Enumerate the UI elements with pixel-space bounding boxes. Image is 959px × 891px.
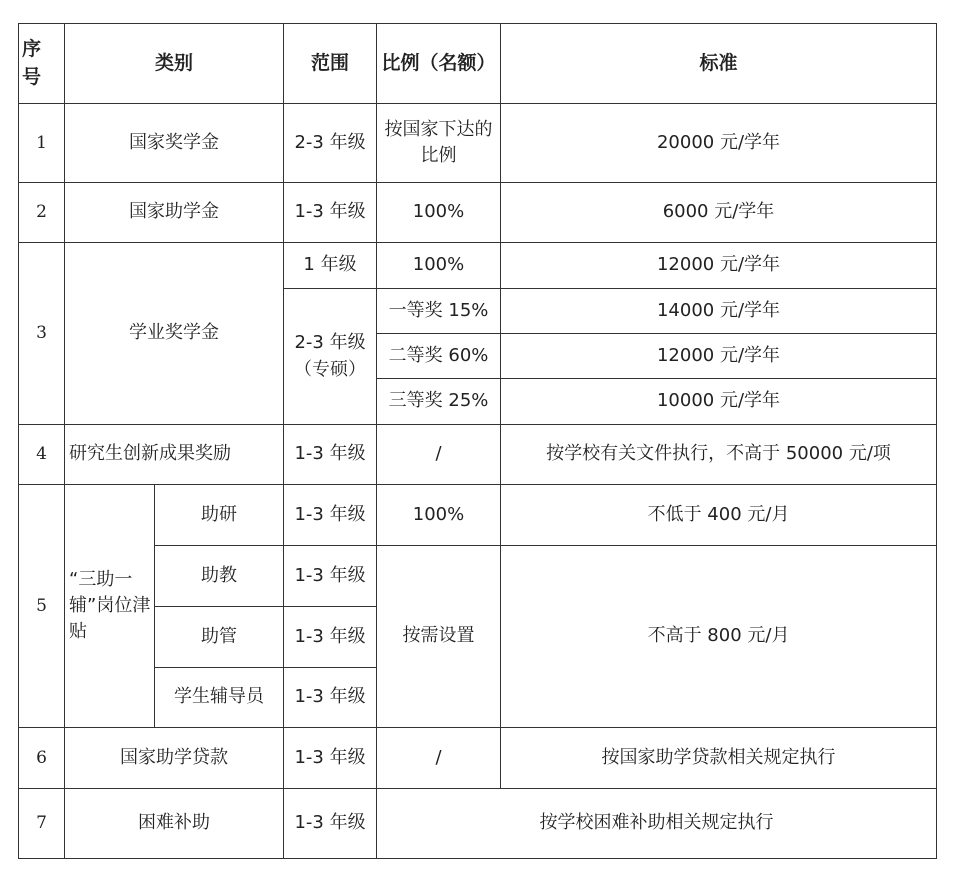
header-scope: 范围	[284, 24, 377, 104]
table-row	[19, 546, 937, 607]
standard-cell: 不高于 800 元/月	[501, 546, 937, 728]
seq-cell: 6	[19, 728, 65, 789]
scope-cell: 1-3 年级	[284, 607, 377, 668]
scope-cell: 1-3 年级	[284, 425, 377, 485]
category-cell: 困难补助	[65, 789, 284, 859]
scope-cell: 2-3 年级（专硕）	[284, 289, 377, 425]
ratio-cell: 100%	[377, 485, 501, 546]
ratio-cell: /	[377, 728, 501, 789]
scope-cell: 1-3 年级	[284, 546, 377, 607]
scope-cell: 1-3 年级	[284, 728, 377, 789]
seq-cell: 2	[19, 183, 65, 243]
scope-cell: 1-3 年级	[284, 183, 377, 243]
standard-cell: 按学校困难补助相关规定执行	[377, 789, 937, 859]
header-seq: 序 号	[19, 24, 65, 104]
standard-cell: 12000 元/学年	[501, 334, 937, 379]
standard-cell: 按学校有关文件执行，不高于 50000 元/项	[501, 425, 937, 485]
role-cell: 学生辅导员	[155, 668, 284, 728]
category-cell: “三助一辅”岗位津贴	[65, 485, 155, 728]
scope-cell: 1-3 年级	[284, 668, 377, 728]
funding-table	[18, 23, 937, 859]
ratio-cell: /	[377, 425, 501, 485]
scope-cell: 2-3 年级	[284, 104, 377, 183]
header-standard: 标准	[501, 24, 937, 104]
standard-cell: 10000 元/学年	[501, 379, 937, 425]
table-row	[19, 243, 937, 289]
scope-cell: 1-3 年级	[284, 485, 377, 546]
table-row	[19, 183, 937, 243]
scope-cell: 1 年级	[284, 243, 377, 289]
role-cell: 助管	[155, 607, 284, 668]
standard-cell: 6000 元/学年	[501, 183, 937, 243]
table-row	[19, 485, 937, 546]
seq-cell: 1	[19, 104, 65, 183]
role-cell: 助教	[155, 546, 284, 607]
seq-cell: 3	[19, 243, 65, 425]
table-row	[19, 104, 937, 183]
standard-cell: 14000 元/学年	[501, 289, 937, 334]
role-cell: 助研	[155, 485, 284, 546]
seq-cell: 4	[19, 425, 65, 485]
standard-cell: 12000 元/学年	[501, 243, 937, 289]
standard-cell: 20000 元/学年	[501, 104, 937, 183]
category-cell: 学业奖学金	[65, 243, 284, 425]
ratio-cell: 按国家下达的比例	[377, 104, 501, 183]
standard-cell: 不低于 400 元/月	[501, 485, 937, 546]
seq-cell: 5	[19, 485, 65, 728]
scope-cell: 1-3 年级	[284, 789, 377, 859]
ratio-cell: 三等奖 25%	[377, 379, 501, 425]
category-cell: 国家助学贷款	[65, 728, 284, 789]
standard-cell: 按国家助学贷款相关规定执行	[501, 728, 937, 789]
ratio-cell: 100%	[377, 183, 501, 243]
ratio-cell: 按需设置	[377, 546, 501, 728]
header-ratio: 比例（名额）	[377, 24, 501, 104]
category-cell: 研究生创新成果奖励	[65, 425, 284, 485]
header-category: 类别	[65, 24, 284, 104]
header-row	[19, 24, 937, 104]
seq-cell: 7	[19, 789, 65, 859]
table-row	[19, 789, 937, 859]
ratio-cell: 一等奖 15%	[377, 289, 501, 334]
table-row	[19, 728, 937, 789]
table-row	[19, 425, 937, 485]
ratio-cell: 100%	[377, 243, 501, 289]
category-cell: 国家助学金	[65, 183, 284, 243]
category-cell: 国家奖学金	[65, 104, 284, 183]
ratio-cell: 二等奖 60%	[377, 334, 501, 379]
